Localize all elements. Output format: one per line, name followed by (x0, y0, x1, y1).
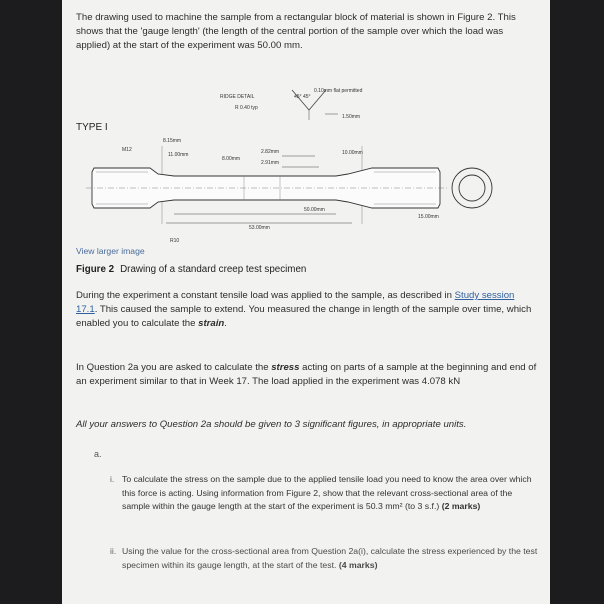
answers-note: All your answers to Question 2a should be given to 3 significant figures, in appropriate units. (76, 419, 467, 430)
d800-label: 8.00mm (222, 156, 241, 162)
figure-caption (76, 264, 306, 275)
document-page (62, 0, 550, 604)
creep-specimen-drawing (70, 84, 522, 250)
d1500-label: 15.00mm (418, 214, 439, 220)
question-2a-i (110, 473, 542, 514)
question-2a-ii-marks: (4 marks) (338, 559, 378, 570)
intro-paragraph: The drawing used to machine the sample from a rectangular block of material is shown in Figure 2. This shows that the 'gauge length' (the length of the central portion of the sample over which the load was applied) at the start of the experiment was 50.00 mm. (76, 12, 516, 51)
question-paragraph (76, 361, 538, 389)
d150-label: 1.50mm (342, 114, 361, 120)
d291-label: 2.91mm (261, 160, 280, 166)
d5300-label: 53.00mm (249, 225, 270, 231)
view-larger-image-link[interactable]: View larger image (76, 246, 145, 256)
question-2a-ii (110, 545, 542, 572)
strain-term: strain (198, 318, 225, 329)
stress-term: stress (271, 362, 300, 373)
figure-label: Figure 2 (76, 264, 115, 275)
d282-label: 2.82mm (261, 149, 280, 155)
angles-label: 45° 45° (294, 94, 311, 100)
question-2a-ii-text: Using the value for the cross-sectional area from Question 2a(i), calculate the stress experienced by the test specimen within its gauge length, at the start of the test. (122, 546, 538, 570)
end-view-inner (459, 175, 485, 201)
d1000-label: 10.00mm (342, 150, 363, 156)
numeral-ii: ii. (110, 546, 117, 556)
r040-label: R 0.40 typ (235, 105, 258, 111)
d5000-label: 50.00mm (304, 207, 325, 213)
numeral-i: i. (110, 474, 115, 484)
study-session-link[interactable]: Study session 17.1 (76, 290, 515, 315)
r10-label: R10 (170, 238, 180, 244)
m12-label: M12 (122, 147, 132, 153)
figure-caption-text: Drawing of a standard creep test specimen (120, 264, 307, 275)
question-text-end: acting on parts of a sample at the beginning and end of an experiment similar to that in Week 17. The load applied in the experiment was 4.078 kN (76, 362, 537, 387)
experiment-text-start: During the experiment a constant tensile load was applied to the sample, as described in (76, 290, 452, 301)
flat-permitted-label: 0.10mm flat permitted (314, 88, 363, 94)
experiment-text-middle: . This caused the sample to extend. You measured the change in length of the sample over time, which enabled you to calculate the (76, 304, 532, 329)
d815-label: 8.15mm (163, 138, 182, 144)
type-label: TYPE I (76, 122, 108, 133)
experiment-text-end: . (224, 318, 227, 329)
question-text-start: In Question 2a you are asked to calculate the (76, 362, 269, 373)
ridge-detail-label: RIDGE DETAIL (220, 94, 255, 100)
question-2a-i-marks: (2 marks) (441, 501, 481, 511)
d1100-label: 11.00mm (168, 152, 189, 158)
question-2a-i-text: To calculate the stress on the sample due to the applied tensile load you need to know the area over which this force is acting. Using information from Figure 2, show that the relevant cross-sectional area of the sample within the gauge length at the start of the experiment is 50.3 mm² (to 3 s.f.) (122, 474, 532, 511)
part-a-label: a. (94, 449, 102, 459)
end-view-outer (452, 168, 492, 208)
experiment-paragraph (76, 289, 538, 331)
